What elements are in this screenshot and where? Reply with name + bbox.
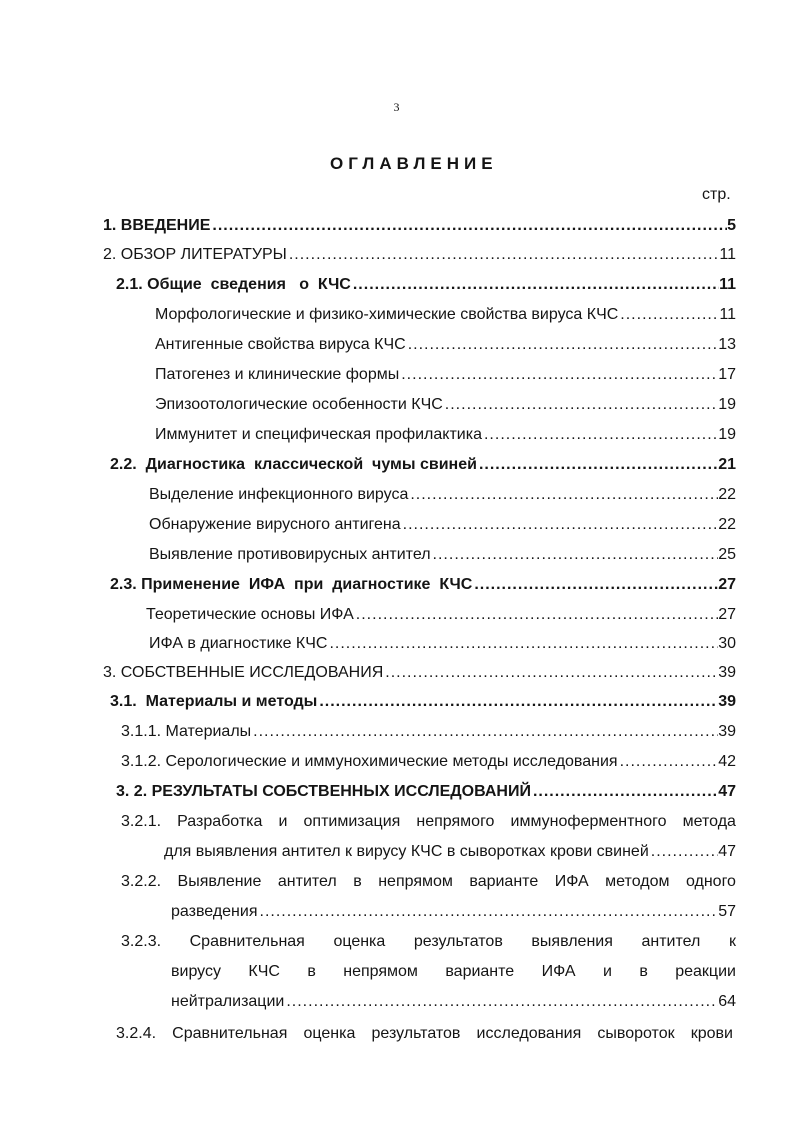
toc-entry-label: ИФА в диагностике КЧС	[149, 635, 328, 652]
toc-entry-label: 3.1.1. Материалы	[121, 723, 252, 740]
leader-dots	[620, 753, 719, 771]
word: непрямом	[378, 873, 453, 890]
toc-entry-label: Эпизоотологические особенности КЧС	[155, 396, 443, 413]
toc-entry-page: 39	[718, 693, 736, 710]
toc-entry-page: 11	[719, 246, 736, 263]
leader-dots	[408, 336, 719, 354]
word: 3.2.1.	[121, 813, 162, 830]
leader-dots	[533, 783, 718, 801]
toc-entry-page: 57	[718, 903, 736, 920]
leader-dots	[403, 516, 719, 534]
toc-entry-literature-review[interactable]	[103, 246, 736, 268]
toc-entry-line	[116, 1025, 733, 1047]
word: результатов	[413, 933, 503, 950]
toc-entry-2-3[interactable]	[110, 576, 736, 598]
toc-entry-label: 3.1.2. Серологические и иммунохимические методы исследования	[121, 753, 618, 770]
word: Выявление	[177, 873, 262, 890]
toc-entry-line	[171, 963, 736, 985]
word: оценка	[303, 1025, 356, 1042]
toc-entry-page: 27	[718, 576, 736, 593]
toc-entry-line	[121, 813, 736, 835]
toc-entry-label: 2.2. Диагностика классической чумы свиней	[110, 456, 477, 473]
page-number: 3	[393, 100, 400, 114]
toc-entry-morphology[interactable]	[155, 306, 736, 328]
word: КЧС	[248, 963, 280, 980]
toc-entry-epizootology[interactable]	[155, 396, 736, 418]
word: 3.2.3.	[121, 933, 162, 950]
word: варианте	[469, 873, 539, 890]
toc-entry-virus-isolation[interactable]	[149, 486, 736, 508]
word: одного	[685, 873, 736, 890]
word: Сравнительная	[172, 1025, 288, 1042]
word: Разработка	[177, 813, 263, 830]
word: 3.2.2.	[121, 873, 162, 890]
toc-title: ОГЛАВЛЕНИЕ	[330, 154, 498, 173]
leader-dots	[445, 396, 718, 414]
word: выявления	[531, 933, 613, 950]
word: результатов	[371, 1025, 461, 1042]
toc-entry-page: 47	[718, 843, 736, 860]
toc-entry-label: Иммунитет и специфическая профилактика	[155, 426, 482, 443]
toc-entry-label: Антигенные свойства вируса КЧС	[155, 336, 406, 353]
toc-entry-label: 2. ОБЗОР ЛИТЕРАТУРЫ	[103, 246, 287, 263]
leader-dots	[353, 276, 719, 294]
toc-entry-elisa-diagnostics[interactable]	[149, 635, 736, 657]
toc-entry-label: разведения	[171, 903, 258, 920]
leader-dots	[410, 486, 718, 504]
toc-entry-antigenic-properties[interactable]	[155, 336, 736, 358]
word: непрямом	[343, 963, 418, 980]
toc-entry-line	[171, 993, 736, 1015]
word: антител	[277, 873, 337, 890]
toc-entry-line	[164, 843, 736, 865]
toc-entry-line	[121, 933, 736, 955]
word: Сравнительная	[189, 933, 305, 950]
toc-entry-page: 27	[718, 606, 736, 623]
toc-entry-label: 3. СОБСТВЕННЫЕ ИССЛЕДОВАНИЯ	[103, 664, 384, 681]
leader-dots	[479, 456, 718, 474]
word: и	[278, 813, 288, 830]
word: иммуноферментного	[510, 813, 667, 830]
toc-entry-page: 5	[727, 217, 736, 234]
toc-entry-introduction[interactable]	[103, 217, 736, 239]
toc-entry-page: 64	[718, 993, 736, 1010]
toc-entry-3-1-1[interactable]	[121, 723, 736, 745]
toc-entry-page: 47	[718, 783, 736, 800]
leader-dots	[356, 606, 718, 624]
toc-entry-2-2[interactable]	[110, 456, 736, 478]
toc-entry-page: 25	[718, 546, 736, 563]
toc-entry-page: 22	[718, 516, 736, 533]
leader-dots	[212, 217, 727, 235]
toc-entry-page: 13	[718, 336, 736, 353]
toc-entry-line	[121, 873, 736, 895]
word: 3.2.4.	[116, 1025, 157, 1042]
word: и	[602, 963, 612, 980]
toc-entry-label: Патогенез и клинические формы	[155, 366, 400, 383]
word: метода	[682, 813, 736, 830]
word: реакции	[675, 963, 736, 980]
toc-entry-page: 19	[718, 396, 736, 413]
toc-entry-page: 22	[718, 486, 736, 503]
toc-entry-page: 17	[718, 366, 736, 383]
leader-dots	[319, 693, 718, 711]
toc-entry-3-2[interactable]	[116, 783, 736, 805]
toc-entry-label: 3.1. Материалы и методы	[110, 693, 318, 710]
toc-entry-label: Теоретические основы ИФА	[146, 606, 354, 623]
word: ИФА	[541, 963, 576, 980]
leader-dots	[651, 843, 718, 861]
word: в	[353, 873, 362, 890]
toc-entry-page: 39	[718, 723, 736, 740]
word: крови	[690, 1025, 733, 1042]
toc-entry-label: 3. 2. РЕЗУЛЬТАТЫ СОБСТВЕННЫХ ИССЛЕДОВАНИЙ	[116, 783, 531, 800]
toc-entry-label: нейтрализации	[171, 993, 285, 1010]
leader-dots	[484, 426, 718, 444]
toc-entry-label: 1. ВВЕДЕНИЕ	[103, 217, 211, 234]
toc-entry-label: 2.3. Применение ИФА при диагностике КЧС	[110, 576, 473, 593]
toc-entry-label: для выявления антител к вирусу КЧС в сыворотках крови свиней	[164, 843, 649, 860]
toc-entry-label: Морфологические и физико-химические свойства вируса КЧС	[155, 306, 619, 323]
toc-entry-label: Выявление противовирусных антител	[149, 546, 431, 563]
toc-entry-own-research[interactable]	[103, 664, 736, 686]
word: антител	[641, 933, 701, 950]
toc-entry-2-1[interactable]	[116, 276, 736, 298]
toc-entry-elisa-theory[interactable]	[146, 606, 736, 628]
toc-entry-antibody-detection[interactable]	[149, 546, 736, 568]
toc-entry-3-1-2[interactable]	[121, 753, 736, 775]
word: в	[307, 963, 316, 980]
toc-entry-page: 19	[718, 426, 736, 443]
leader-dots	[474, 576, 718, 594]
leader-dots	[401, 366, 718, 384]
word: непрямого	[416, 813, 495, 830]
toc-entry-page: 11	[719, 306, 736, 323]
toc-entry-antigen-detection[interactable]	[149, 516, 736, 538]
toc-entry-pathogenesis[interactable]	[155, 366, 736, 388]
word: сывороток	[597, 1025, 675, 1042]
leader-dots	[329, 635, 718, 653]
leader-dots	[260, 903, 719, 921]
toc-entry-label: Обнаружение вирусного антигена	[149, 516, 401, 533]
leader-dots	[385, 664, 718, 682]
word: методом	[605, 873, 670, 890]
word: ИФА	[554, 873, 589, 890]
leader-dots	[253, 723, 718, 741]
word: оптимизация	[303, 813, 401, 830]
word: в	[639, 963, 648, 980]
leader-dots	[286, 993, 718, 1011]
toc-entry-page: 11	[719, 276, 736, 293]
word: к	[728, 933, 736, 950]
toc-entry-label: 2.1. Общие сведения о КЧС	[116, 276, 351, 293]
word: варианте	[445, 963, 515, 980]
toc-entry-page: 39	[718, 664, 736, 681]
word: исследования	[476, 1025, 582, 1042]
word: вирусу	[171, 963, 221, 980]
toc-entry-3-1[interactable]	[110, 693, 736, 715]
page-column-label: стр.	[702, 186, 731, 203]
toc-entry-page: 21	[718, 456, 736, 473]
toc-entry-page: 42	[718, 753, 736, 770]
toc-entry-label: Выделение инфекционного вируса	[149, 486, 409, 503]
toc-entry-page: 30	[718, 635, 736, 652]
word: оценка	[333, 933, 386, 950]
leader-dots	[289, 246, 720, 264]
leader-dots	[620, 306, 719, 324]
toc-entry-immunity[interactable]	[155, 426, 736, 448]
toc-entry-line	[171, 903, 736, 925]
leader-dots	[433, 546, 719, 564]
